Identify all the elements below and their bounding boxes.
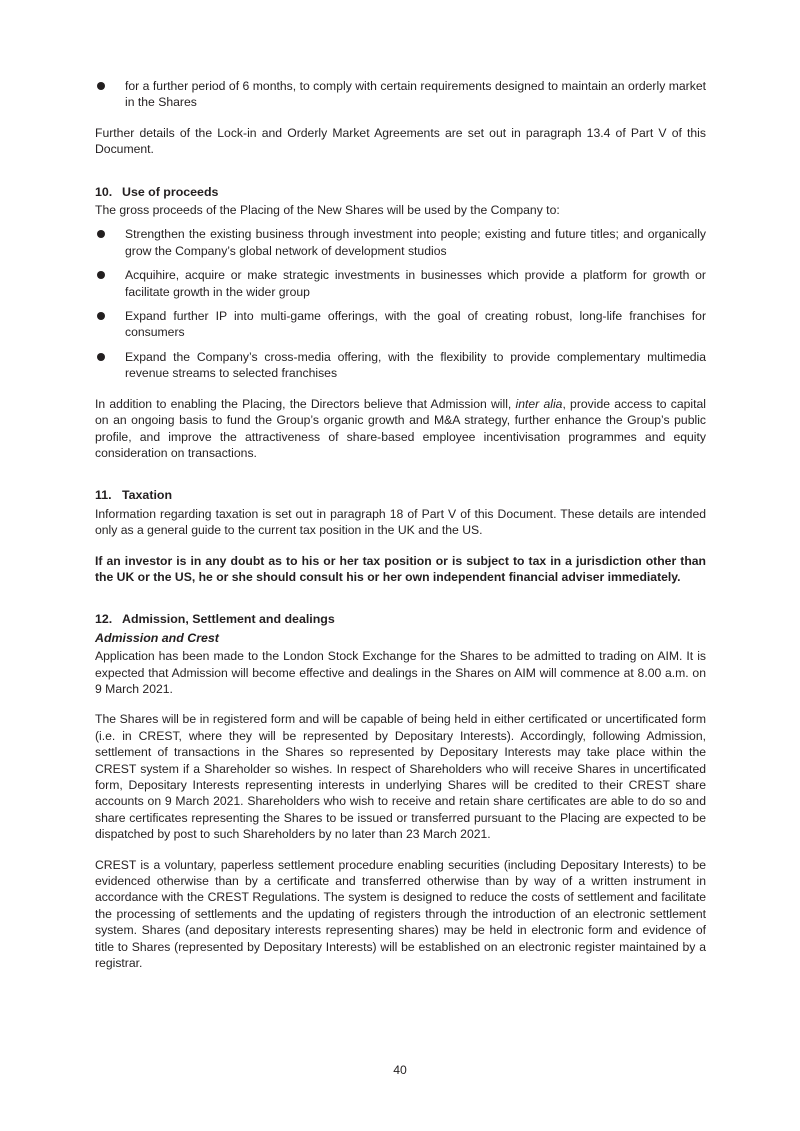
list-item (95, 349, 706, 382)
lockin-paragraph: Further details of the Lock-in and Orderly Market Agreements are set out in paragraph 13.4 of Part V of this Document. (95, 125, 706, 157)
bullet-icon (97, 271, 105, 279)
section-10-heading (95, 184, 706, 200)
list-item (95, 308, 706, 341)
section-12-paragraph-1: Application has been made to the London Stock Exchange for the Shares to be admitted to trading on AIM. It is expected that Admission will become effective and dealings in the Shares on AIM will commence at 8.00 a.m. on 9 March 2021. (95, 649, 706, 696)
list-item (95, 267, 706, 300)
list-item-text: Strengthen the existing business through investment into people; existing and future titles; and organically grow the Company’s global network of development studios (125, 227, 706, 258)
list-item-text: Expand further IP into multi-game offerings, with the goal of creating robust, long-life franchises for consumers (125, 309, 706, 340)
section-number: 10. (95, 184, 113, 199)
section-10-intro: The gross proceeds of the Placing of the New Shares will be used by the Company to: (95, 203, 560, 218)
paragraph-text: In addition to enabling the Placing, the Directors believe that Admission will, (95, 396, 516, 411)
section-number: 11. (95, 488, 112, 503)
page-number: 40 (393, 1063, 407, 1077)
section-10-paragraph (95, 396, 706, 462)
section-12-paragraph-3: CREST is a voluntary, paperless settlement procedure enabling securities (including Depositary Interests) to be evidenced otherwise than by a certificate and transferred otherwise than by way of a written instrument in accordance with the CREST Regulations. The system is designed to reduce the costs of settlement and facilitate the processing of settlements and the updating of registers through the introduction of an electronic settlement system. Shares (and depositary interests representing shares) may be held in electronic form and evidence of title to Shares (represented by Depositary Interests) will be established on an electronic register maintained by a registrar. (95, 857, 706, 971)
bullet-text: for a further period of 6 months, to comply with certain requirements designed to maintain an orderly market in the Shares (125, 79, 706, 110)
list-item (95, 226, 706, 259)
bullet-icon (97, 82, 105, 90)
section-title: Taxation (122, 488, 173, 503)
bullet-icon (97, 353, 105, 361)
bullet-icon (97, 230, 105, 238)
list-item-text: Acquihire, acquire or make strategic investments in businesses which provide a platform for growth or facilitate growth in the wider group (125, 268, 706, 299)
section-title: Use of proceeds (122, 184, 219, 199)
section-11-paragraph: Information regarding taxation is set out in paragraph 18 of Part V of this Document. These details are intended only as a general guide to the current tax position in the UK and the US. (95, 506, 706, 538)
section-title: Admission, Settlement and dealings (122, 612, 335, 627)
document-page (95, 78, 706, 971)
bullet-icon (97, 312, 105, 320)
section-11-heading (95, 487, 706, 503)
list-item-text: Expand the Company’s cross-media offering, with the flexibility to provide complementary multimedia revenue streams to selected franchises (125, 349, 706, 381)
section-12-paragraph-2: The Shares will be in registered form and will be capable of being held in either certificated or uncertificated form (i.e. in CREST, where they will be represented by Depositary Interests). Accordingly, following Admission, settlement of transactions in the Shares so represented by Depositary Interests may take place within the CREST system if a Shareholder so wishes. In respect of Shareholders who will receive Shares in uncertificated form, Depositary Interests representing interests in underlying Shares will be credited to their CREST share accounts on 9 March 2021. Shareholders who wish to receive and retain share certificates are able to do so and share certificates representing the Shares to be issued or transferred pursuant to the Placing are expected to be dispatched by post to such Shareholders by no later than 23 March 2021. (95, 712, 706, 842)
section-number: 12. (95, 612, 113, 627)
intro-bullet (95, 78, 706, 111)
section-11-warning: If an investor is in any doubt as to his or her tax position or is subject to tax in a jurisdiction other than the UK or the US, he or she should consult his or her own independent financial adviser immediately. (95, 553, 706, 584)
paragraph-text: , provide access to capital on an ongoing basis to fund the Group’s organic growth and M&A strategy, further enhance the Group’s public profile, and improve the attractiveness of share-based employee incentivisation programmes and equity consideration on transactions. (95, 396, 706, 460)
italic-phrase: inter alia (515, 396, 563, 411)
section-12-heading (95, 611, 706, 627)
subsection-title: Admission and Crest (95, 630, 219, 645)
